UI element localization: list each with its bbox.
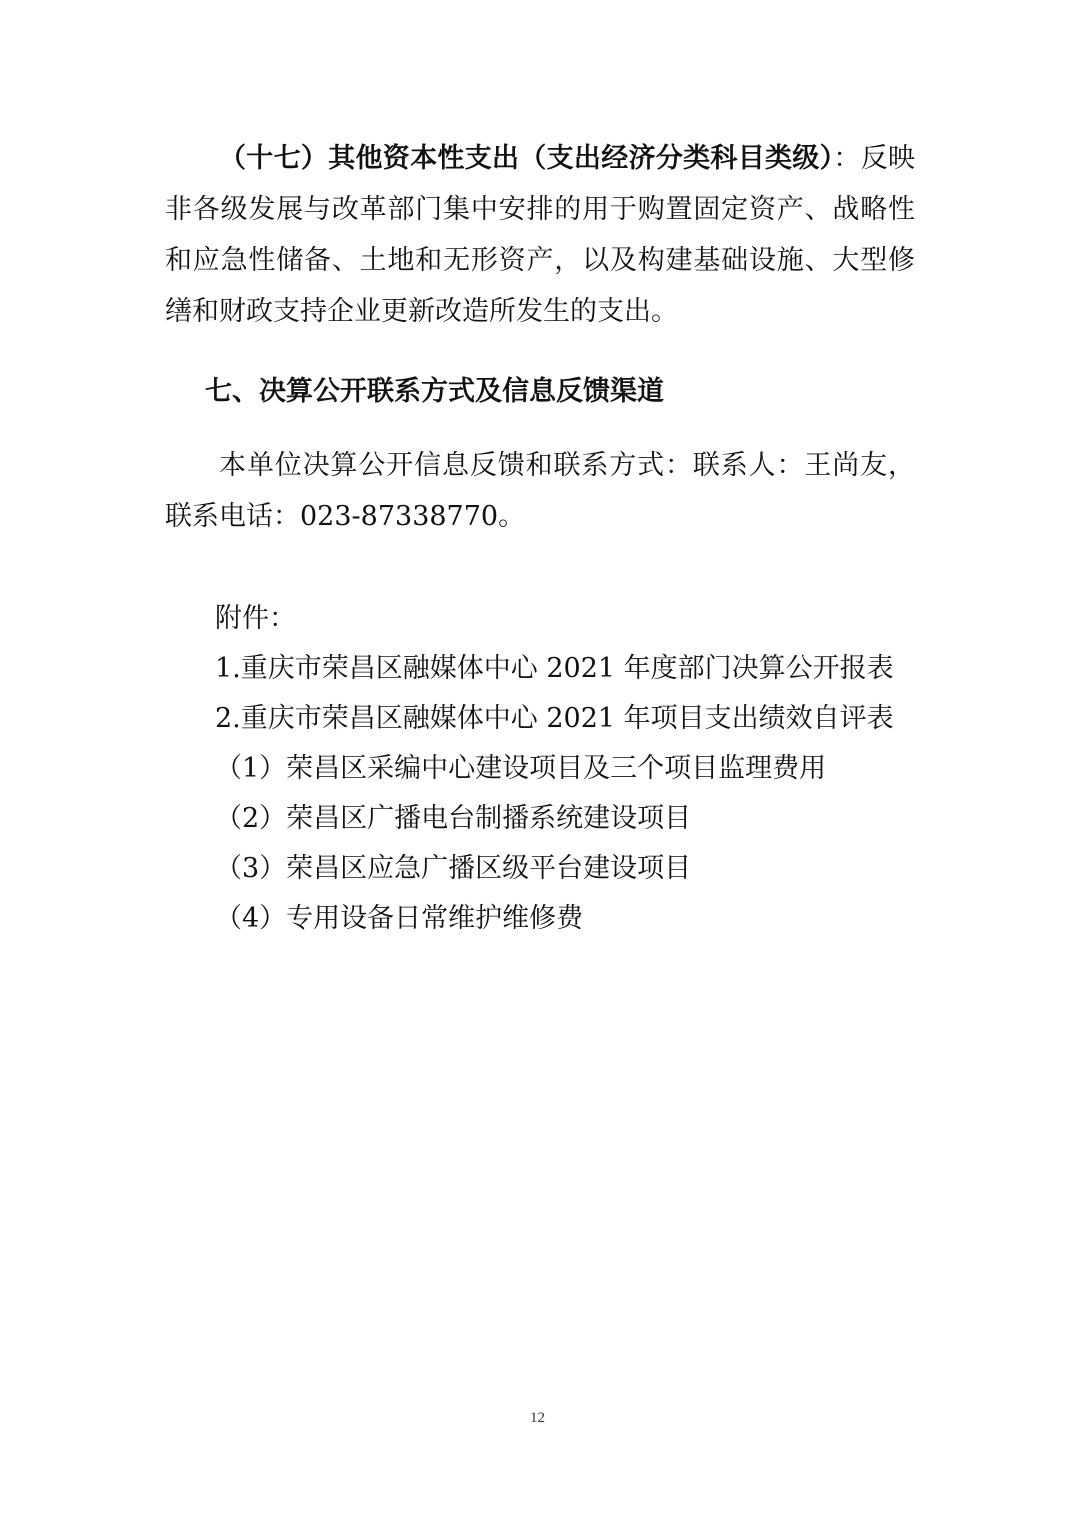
attachments-label: 附件： bbox=[215, 603, 296, 634]
attachment-item: 2.重庆市荣昌区融媒体中心 2021 年项目支出绩效自评表 bbox=[215, 703, 894, 734]
attachment-item: （1）荣昌区采编中心建设项目及三个项目监理费用 bbox=[215, 753, 827, 784]
contact-paragraph: 本单位决算公开信息反馈和联系方式：联系人：王尚友，联系电话：023-87338770。 bbox=[165, 450, 915, 532]
section-17-body: ：反映非各级发展与改革部门集中安排的用于购置固定资产、战略性和应急性储备、土地和无形资产，以及构建基础设施、大型修缮和财政支持企业更新改造所发生的支出。 bbox=[165, 143, 916, 327]
attachment-item: （2）荣昌区广播电台制播系统建设项目 bbox=[215, 803, 692, 834]
attachment-item: （4）专用设备日常维护维修费 bbox=[215, 903, 584, 934]
page-number: 12 bbox=[530, 1410, 545, 1426]
attachment-item: （3）荣昌区应急广播区级平台建设项目 bbox=[215, 853, 692, 884]
section-17-paragraph bbox=[165, 133, 915, 337]
attachments-list bbox=[215, 594, 915, 944]
section-7-heading: 七、决算公开联系方式及信息反馈渠道 bbox=[205, 376, 664, 407]
attachment-item: 1.重庆市荣昌区融媒体中心 2021 年度部门决算公开报表 bbox=[215, 653, 894, 684]
section-17-heading: （十七）其他资本性支出（支出经济分类科目类级） bbox=[219, 143, 834, 174]
